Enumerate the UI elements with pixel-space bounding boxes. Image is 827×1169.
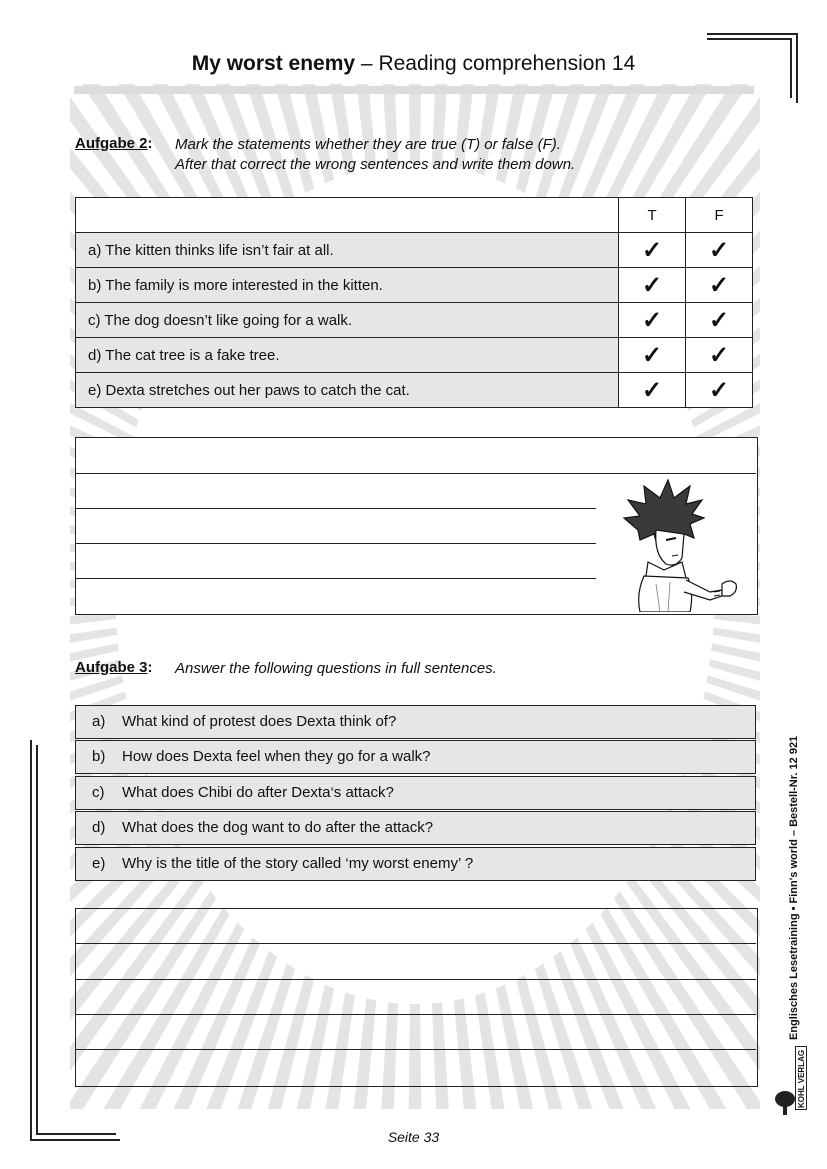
question-letter: d) xyxy=(92,819,106,836)
logo-text: KOHL VERLAG xyxy=(797,1049,806,1108)
check-false-e[interactable]: ✓ xyxy=(686,373,753,408)
task3-label: Aufgabe 3 xyxy=(75,659,148,676)
statement-c: c) The dog doesn’t like going for a walk. xyxy=(76,303,619,338)
task3-heading xyxy=(75,659,153,677)
page-title xyxy=(0,52,827,76)
question-text: What does Chibi do after Dexta‘s attack? xyxy=(122,784,394,801)
page-number: Seite 33 xyxy=(387,1129,440,1145)
answer-line xyxy=(76,578,596,579)
question-text: What kind of protest does Dexta think of? xyxy=(122,713,397,730)
tree-logo-icon xyxy=(774,1090,796,1116)
answer-line xyxy=(76,1049,756,1050)
task2-label: Aufgabe 2 xyxy=(75,135,148,152)
check-true-c[interactable]: ✓ xyxy=(619,303,686,338)
task2-instruction xyxy=(175,135,575,175)
table-row xyxy=(76,233,753,268)
title-bold: My worst enemy xyxy=(191,52,356,75)
check-true-e[interactable]: ✓ xyxy=(619,373,686,408)
table-row xyxy=(76,338,753,373)
table-row xyxy=(76,373,753,408)
task2-instruction-line1: Mark the statements whether they are true (T) or false (F). xyxy=(175,136,561,153)
publisher-sidebar-text: Englisches Lesetraining • Finn's world – Bestell-Nr. 12 921 xyxy=(788,735,800,1040)
check-false-b[interactable]: ✓ xyxy=(686,268,753,303)
title-rest: – Reading comprehension 14 xyxy=(355,52,636,75)
question-row-d xyxy=(75,811,756,845)
check-false-c[interactable]: ✓ xyxy=(686,303,753,338)
statement-a: a) The kitten thinks life isn’t fair at all. xyxy=(76,233,619,268)
task3-colon: : xyxy=(147,659,153,676)
answer-line xyxy=(76,473,756,474)
check-false-a[interactable]: ✓ xyxy=(686,233,753,268)
statement-d: d) The cat tree is a fake tree. xyxy=(76,338,619,373)
answer-line xyxy=(76,979,756,980)
question-row-e xyxy=(75,847,756,881)
question-text: How does Dexta feel when they go for a walk? xyxy=(122,748,431,765)
frame-bottom-left-v1 xyxy=(30,740,32,1140)
question-row-b xyxy=(75,740,756,774)
question-text: Why is the title of the story called ‘my worst enemy’ ? xyxy=(122,855,474,872)
question-letter: e) xyxy=(92,855,106,872)
true-false-table xyxy=(75,197,753,408)
statement-e: e) Dexta stretches out her paws to catch the cat. xyxy=(76,373,619,408)
question-letter: b) xyxy=(92,748,106,765)
table-header-row xyxy=(76,198,753,233)
title-underline-bar xyxy=(74,86,754,94)
frame-top-right-h2 xyxy=(707,38,791,40)
question-row-c xyxy=(75,776,756,810)
header-false: F xyxy=(686,198,753,233)
task2-colon: : xyxy=(147,135,153,152)
frame-top-right-h1 xyxy=(707,33,797,35)
manga-boy-illustration xyxy=(610,478,750,612)
task3-answer-box[interactable] xyxy=(75,908,758,1087)
task2-instruction-line2: After that correct the wrong sentences and write them down. xyxy=(175,156,576,173)
task2-heading xyxy=(75,135,153,153)
check-true-d[interactable]: ✓ xyxy=(619,338,686,373)
answer-line xyxy=(76,543,596,544)
publisher-logo xyxy=(774,1046,814,1116)
table-row xyxy=(76,268,753,303)
answer-line xyxy=(76,943,756,944)
frame-bottom-left-v2 xyxy=(36,745,38,1134)
header-statement-cell xyxy=(76,198,619,233)
check-false-d[interactable]: ✓ xyxy=(686,338,753,373)
question-text: What does the dog want to do after the attack? xyxy=(122,819,434,836)
question-letter: c) xyxy=(92,784,105,801)
statement-b: b) The family is more interested in the kitten. xyxy=(76,268,619,303)
answer-line xyxy=(76,1014,756,1015)
check-true-b[interactable]: ✓ xyxy=(619,268,686,303)
question-row-a xyxy=(75,705,756,739)
answer-line xyxy=(76,508,596,509)
task3-instruction: Answer the following questions in full sentences. xyxy=(175,660,497,677)
table-row xyxy=(76,303,753,338)
question-letter: a) xyxy=(92,713,106,730)
check-true-a[interactable]: ✓ xyxy=(619,233,686,268)
header-true: T xyxy=(619,198,686,233)
